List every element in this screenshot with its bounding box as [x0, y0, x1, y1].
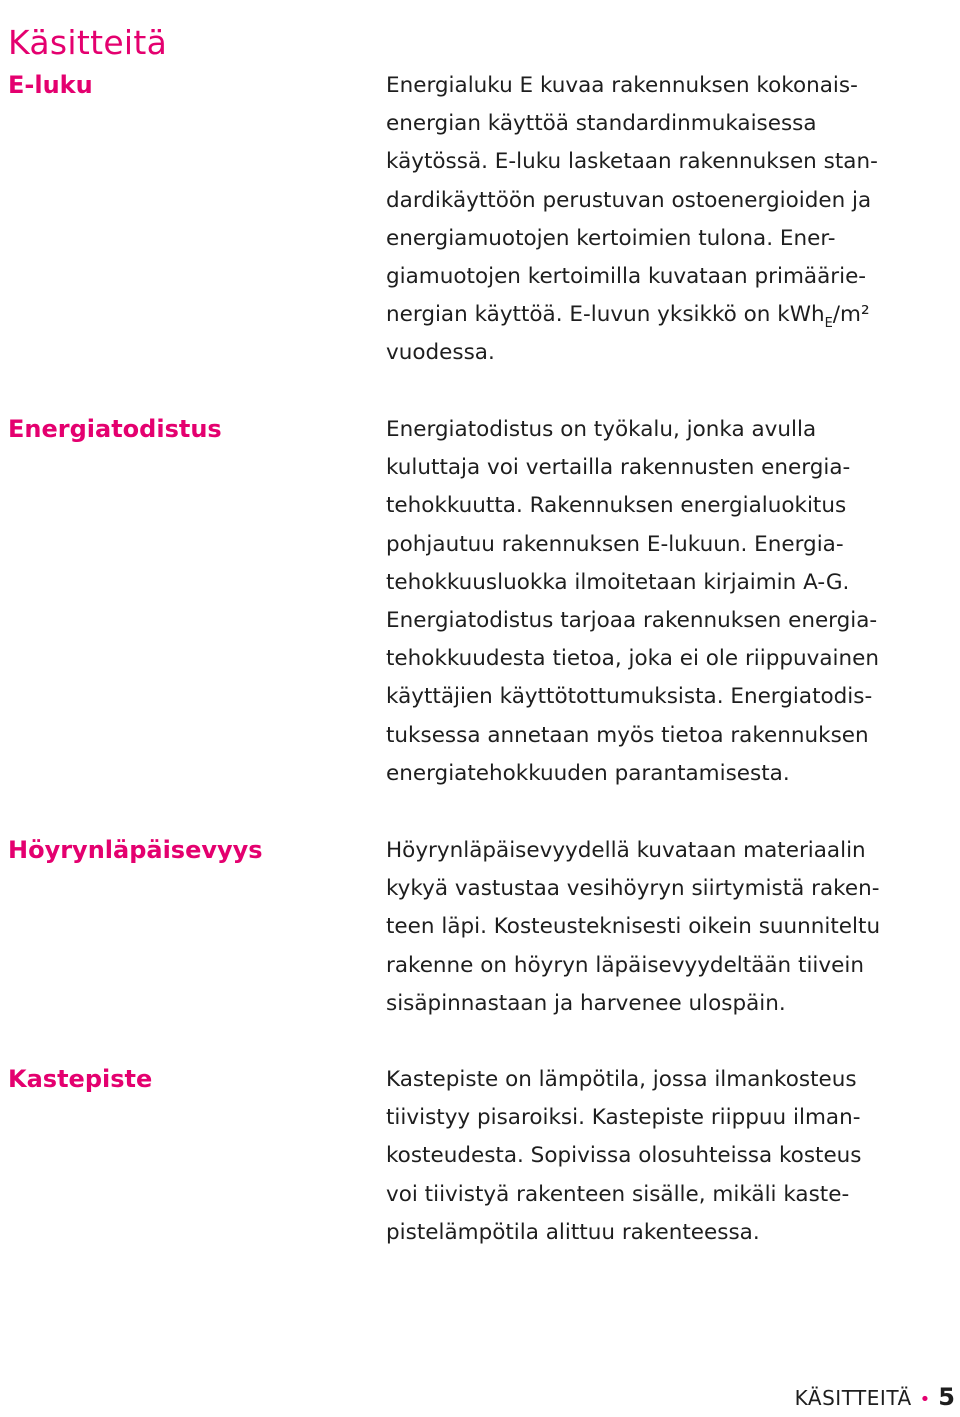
definition-line: Energialuku E kuvaa rakennuksen kokonais-	[386, 73, 858, 98]
definition-line: kosteudesta. Sopivissa olosuhteissa kosteus	[386, 1143, 862, 1169]
definition-line: vuodessa.	[386, 340, 495, 366]
definition-line: tehokkuudesta tietoa, joka ei ole riippuvainen	[386, 646, 879, 672]
definition-line-text: nergian käyttöä. E-luvun yksikkö on kWh	[386, 302, 825, 328]
definition-line: käytössä. E-luku lasketaan rakennuksen stan-	[386, 149, 878, 175]
unit-subscript: E	[824, 316, 833, 332]
definition-line: energian käyttöä standardinmukaisessa	[386, 111, 817, 137]
definition-line: rakenne on höyryn läpäisevyydeltään tiivein	[386, 952, 864, 978]
definition-line: kuluttaja voi vertailla rakennusten energia-	[386, 455, 851, 481]
page-footer	[795, 1380, 955, 1417]
definition-line: käyttäjien käyttötottumuksista. Energiatodis-	[386, 684, 873, 710]
definition-line: Höyrynläpäisevyydellä kuvataan materiaalin	[386, 838, 866, 863]
definition-line: Energiatodistus on työkalu, jonka avulla	[386, 417, 817, 442]
definition-line: sisäpinnastaan ja harvenee ulospäin.	[386, 990, 786, 1016]
definition-line: kykyä vastustaa vesihöyryn siirtymistä raken-	[386, 876, 880, 902]
definition-line: Energiatodistus tarjoaa rakennuksen energia-	[386, 608, 878, 634]
definition-line: teen läpi. Kosteusteknisesti oikein suunniteltu	[386, 914, 881, 940]
definition-line: tehokkuusluokka ilmoitetaan kirjaimin A-G.	[386, 569, 850, 595]
page-number: 5	[938, 1383, 955, 1411]
definition-line: energiamuotojen kertoimien tulona. Ener-	[386, 225, 836, 251]
definition-line: voi tiivistyä rakenteen sisälle, mikäli kaste-	[386, 1181, 850, 1207]
definition-line-with-unit	[386, 296, 906, 334]
term-hoyrynlapaisevyys: Höyrynläpäisevyys	[8, 836, 263, 864]
definition-line: tiivistyy pisaroiksi. Kastepiste riippuu ilman-	[386, 1105, 861, 1131]
definition-line: Kastepiste on lämpötila, jossa ilmankosteus	[386, 1067, 857, 1092]
definition-kastepiste	[386, 1061, 906, 1252]
definition-line: giamuotojen kertoimilla kuvataan primäärie-	[386, 264, 867, 290]
definition-line: pistelämpötila alittuu rakenteessa.	[386, 1219, 760, 1245]
page-title: Käsitteitä	[8, 23, 168, 63]
unit-suffix: /m²	[832, 302, 870, 328]
definition-hoyrynlapaisevyys	[386, 832, 906, 1023]
definition-line: dardikäyttöön perustuvan ostoenergioiden ja	[386, 187, 872, 213]
definition-line: tuksessa annetaan myös tietoa rakennuksen	[386, 722, 869, 748]
definition-line: pohjautuu rakennuksen E-lukuun. Energia-	[386, 531, 844, 557]
definition-energiatodistus	[386, 411, 906, 793]
definition-e-luku	[386, 67, 906, 373]
term-kastepiste: Kastepiste	[8, 1065, 153, 1093]
term-energiatodistus: Energiatodistus	[8, 415, 222, 443]
term-e-luku: E-luku	[8, 71, 93, 99]
footer-section-label: KÄSITTEITÄ	[794, 1386, 912, 1410]
footer-bullet: •	[919, 1389, 931, 1410]
definition-line: energiatehokkuuden parantamisesta.	[386, 760, 790, 786]
definition-line: tehokkuutta. Rakennuksen energialuokitus	[386, 493, 847, 519]
